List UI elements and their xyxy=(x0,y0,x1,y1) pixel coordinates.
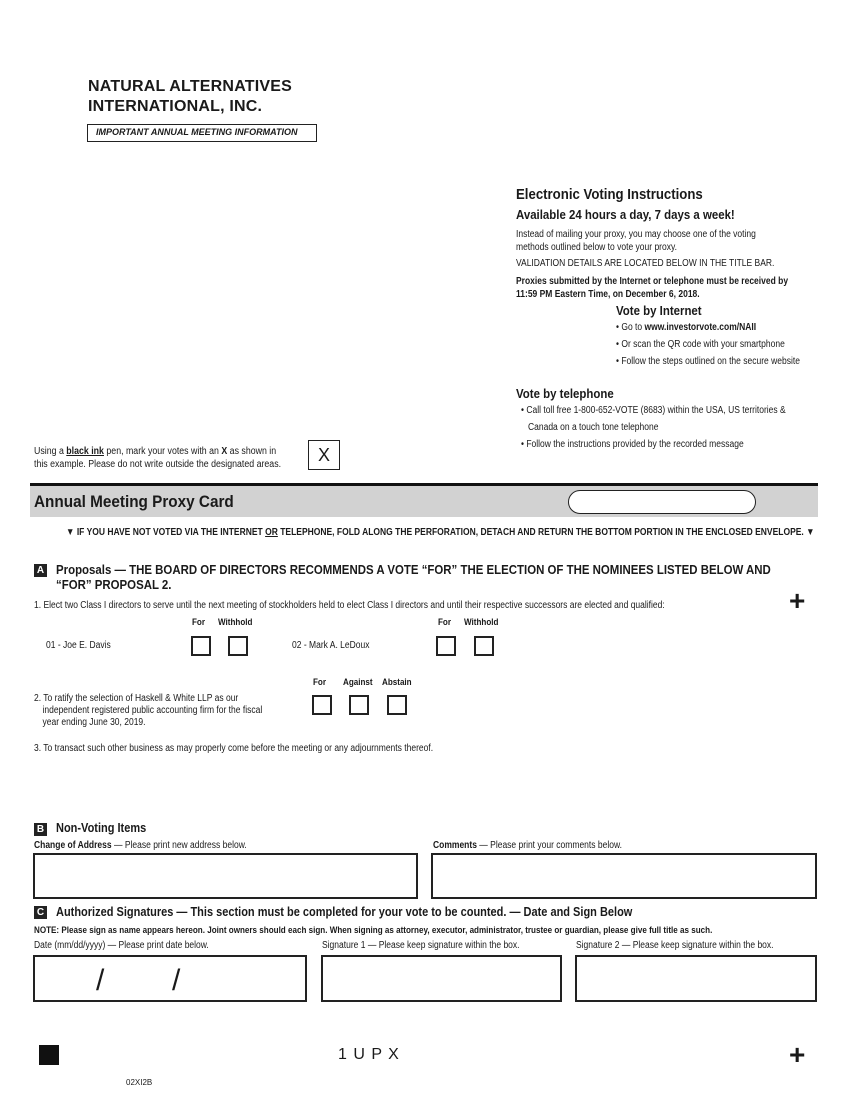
for-header-1: For xyxy=(192,617,206,628)
comments-label: Comments — Please print your comments below. xyxy=(433,840,622,851)
signature-2-field[interactable] xyxy=(575,955,817,1002)
section-c-title: Authorized Signatures — This section must be completed for your vote to be counted. — Date and Sign Below xyxy=(56,905,633,919)
registration-plus-top: + xyxy=(789,585,806,616)
change-of-address-label: Change of Address — Please print new address below. xyxy=(34,840,247,851)
nominee-01-for-checkbox[interactable] xyxy=(191,636,211,656)
nominee-02-label: 02 - Mark A. LeDoux xyxy=(292,640,370,651)
phone-bullet-follow: • Follow the instructions provided by the recorded message xyxy=(521,439,744,450)
internet-bullet-goto xyxy=(616,322,756,333)
internet-bullet-steps: • Follow the steps outlined on the secure website xyxy=(616,356,800,367)
phone-bullet-call-line2: Canada on a touch tone telephone xyxy=(528,422,659,433)
ink-instructions-line1: Using a black ink pen, mark your votes with an X as shown in xyxy=(34,446,277,457)
important-info-label: IMPORTANT ANNUAL MEETING INFORMATION xyxy=(96,127,298,137)
nominee-01-withhold-checkbox[interactable] xyxy=(228,636,248,656)
signature-1-label: Signature 1 — Please keep signature within the box. xyxy=(322,940,520,951)
section-a-title-line2: “FOR” PROPOSAL 2. xyxy=(56,577,172,592)
comments-field[interactable] xyxy=(431,853,817,899)
vote-internet-title: Vote by Internet xyxy=(616,303,702,318)
withhold-header-2: Withhold xyxy=(464,617,499,628)
deadline-text xyxy=(516,275,788,301)
section-b-title: Non-Voting Items xyxy=(56,821,147,835)
withhold-header-1: Withhold xyxy=(218,617,253,628)
proposal-2-line3: year ending June 30, 2019. xyxy=(42,717,146,728)
date-field[interactable] xyxy=(33,955,307,1002)
nominee-02-withhold-checkbox[interactable] xyxy=(474,636,494,656)
ink-instructions xyxy=(34,445,281,471)
proposal-2-text xyxy=(34,693,262,729)
date-slash-1: / xyxy=(96,964,105,997)
registration-square xyxy=(39,1045,59,1065)
proposal-3-text: 3. To transact such other business as may properly come before the meeting or any adjournments thereof. xyxy=(34,743,434,754)
fold-instruction: ▼ IF YOU HAVE NOT VOTED VIA THE INTERNET OR TELEPHONE, FOLD ALONG THE PERFORATION, DETACH AND RETURN THE BOTTOM PORTION IN THE ENCLOSED ENVELOPE. ▼ xyxy=(66,527,815,538)
deadline-line1: Proxies submitted by the Internet or telephone must be received by xyxy=(516,276,789,287)
date-slash-2: / xyxy=(172,964,181,997)
black-ink-text: black ink xyxy=(66,446,104,457)
investorvote-link[interactable]: www.investorvote.com/NAII xyxy=(644,322,757,333)
proposal-2-line2: independent registered public accounting firm for the fiscal xyxy=(42,705,263,716)
nominee-02-for-checkbox[interactable] xyxy=(436,636,456,656)
abstain-header: Abstain xyxy=(382,677,412,688)
for-header-3: For xyxy=(313,677,327,688)
proxy-card-title: Annual Meeting Proxy Card xyxy=(34,492,234,511)
validation-pill xyxy=(568,490,756,514)
voting-intro-line1: Instead of mailing your proxy, you may choose one of the voting xyxy=(516,229,756,240)
ink-instructions-line2: this example. Please do not write outside the designated areas. xyxy=(34,459,282,470)
company-name xyxy=(88,77,292,117)
proposal-2-abstain-checkbox[interactable] xyxy=(387,695,407,715)
nominee-01-label: 01 - Joe E. Davis xyxy=(46,640,111,651)
company-name-line1: NATURAL ALTERNATIVES xyxy=(88,78,292,95)
proposal-2-against-checkbox[interactable] xyxy=(349,695,369,715)
vote-telephone-title: Vote by telephone xyxy=(516,386,614,401)
signature-1-field[interactable] xyxy=(321,955,562,1002)
section-b-marker: B xyxy=(34,823,47,836)
example-x-box: X xyxy=(308,440,340,470)
validation-text: VALIDATION DETAILS ARE LOCATED BELOW IN THE TITLE BAR. xyxy=(516,258,775,269)
change-of-address-field[interactable] xyxy=(33,853,418,899)
form-id: 02XI2B xyxy=(126,1078,153,1087)
internet-goto-text: • Go to xyxy=(616,322,645,333)
voting-intro-line2: methods outlined below to vote your proxy. xyxy=(516,242,677,253)
signature-note: NOTE: Please sign as name appears hereon. Joint owners should each sign. When signing as attorney, executor, administrator, trustee or guardian, please give full title as such. xyxy=(34,925,713,936)
deadline-line2: 11:59 PM Eastern Time, on December 6, 2018. xyxy=(516,289,700,300)
section-a-title xyxy=(56,562,771,592)
internet-bullet-qr: • Or scan the QR code with your smartphone xyxy=(616,339,785,350)
proposal-2-line1: 2. To ratify the selection of Haskell & White LLP as our xyxy=(34,693,239,704)
registration-plus-bottom: + xyxy=(789,1039,806,1070)
section-a-title-line1: Proposals — THE BOARD OF DIRECTORS RECOMMENDS A VOTE “FOR” THE ELECTION OF THE NOMINEES LISTED BELOW AND xyxy=(56,562,771,577)
for-header-2: For xyxy=(438,617,452,628)
company-name-line2: INTERNATIONAL, INC. xyxy=(88,98,263,115)
form-code: 1 U P X xyxy=(338,1046,400,1063)
section-c-marker: C xyxy=(34,906,47,919)
section-a-marker: A xyxy=(34,564,47,577)
availability-text: Available 24 hours a day, 7 days a week! xyxy=(516,207,735,222)
important-info-box xyxy=(87,124,317,142)
proposal-1-text: 1. Elect two Class I directors to serve until the next meeting of stockholders held to elect Class I directors and until their respective successors are elected and qualified: xyxy=(34,600,665,611)
voting-intro xyxy=(516,228,756,254)
electronic-voting-title: Electronic Voting Instructions xyxy=(516,186,703,203)
x-mark-text: X xyxy=(221,446,228,457)
against-header: Against xyxy=(343,677,373,688)
date-label: Date (mm/dd/yyyy) — Please print date below. xyxy=(34,940,209,951)
phone-bullet-call: • Call toll free 1-800-652-VOTE (8683) within the USA, US territories & xyxy=(521,405,786,416)
proposal-2-for-checkbox[interactable] xyxy=(312,695,332,715)
signature-2-label: Signature 2 — Please keep signature within the box. xyxy=(576,940,774,951)
